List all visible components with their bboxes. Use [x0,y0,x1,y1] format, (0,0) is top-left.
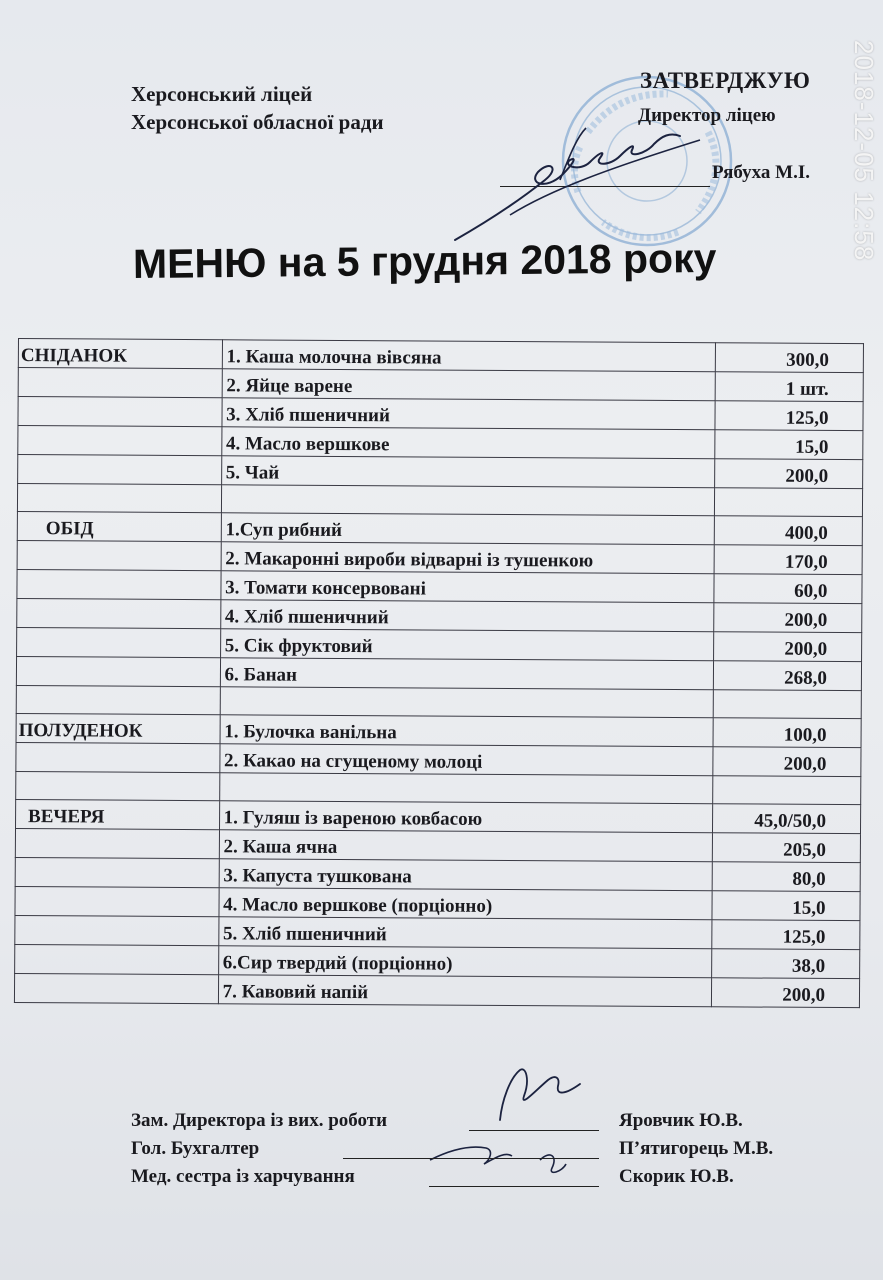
photo-timestamp: 2018-12-05 12:58 [849,40,879,262]
footer-label: Гол. Бухгалтер [131,1138,260,1159]
menu-table-body [14,339,863,1008]
menu-section-cell [17,484,221,513]
menu-item-cell: 2. Каша ячна [219,830,712,862]
menu-qty-cell: 300,0 [715,343,863,373]
menu-qty-cell: 1 шт. [715,372,863,402]
menu-section-cell [16,656,220,686]
menu-section-cell: ПОЛУДЕНОК [16,713,220,743]
footer-row-deputy [131,1110,831,1138]
menu-item-cell: 5. Чай [221,456,714,488]
menu-section-cell [15,857,219,887]
menu-qty-cell: 125,0 [712,920,860,950]
menu-qty-cell: 125,0 [715,401,863,431]
menu-qty-cell: 45,0/50,0 [712,804,860,834]
menu-item-cell: 7. Кавовий напій [218,975,711,1007]
menu-qty-cell [713,776,861,805]
menu-section-cell [18,455,222,485]
menu-qty-cell: 38,0 [711,949,859,979]
menu-section-cell [18,368,222,398]
menu-section-cell [16,771,220,800]
menu-item-cell: 6. Банан [220,658,713,690]
menu-section-cell [15,944,219,974]
menu-section-cell [16,742,220,772]
menu-item-cell: 3. Капуста тушкована [219,859,712,891]
menu-qty-cell: 268,0 [713,661,861,691]
menu-item-cell [220,687,713,718]
menu-item-cell [219,773,712,804]
menu-section-cell [18,397,222,427]
menu-item-cell: 1. Гуляш із вареною ковбасою [219,801,712,833]
footer-label: Мед. сестра із харчування [131,1166,355,1187]
menu-section-cell [17,540,221,570]
menu-section-cell: СНІДАНОК [18,339,222,369]
menu-qty-cell: 170,0 [714,545,862,575]
menu-item-cell: 5. Хліб пшеничний [218,917,711,949]
footer-label: Зам. Директора із вих. роботи [131,1110,388,1131]
menu-section-cell [15,886,219,916]
footer-signoffs [131,1110,831,1194]
menu-qty-cell: 400,0 [714,516,862,546]
menu-qty-cell [714,488,862,517]
menu-qty-cell: 200,0 [711,978,859,1008]
menu-qty-cell [713,690,861,719]
menu-qty-cell: 15,0 [715,430,863,460]
menu-section-cell [17,598,221,628]
director-signature [450,120,710,250]
footer-row-nurse [131,1166,831,1194]
menu-item-cell: 3. Хліб пшеничний [222,398,715,430]
menu-section-cell [15,915,219,945]
menu-item-cell [221,485,714,516]
menu-section-cell [15,828,219,858]
menu-item-cell: 1.Суп рибний [221,513,714,545]
footer-name: Скорик Ю.В. [619,1166,734,1187]
menu-section-cell: ВЕЧЕРЯ [16,799,220,829]
menu-section-cell [18,426,222,456]
school-name [131,80,384,136]
menu-qty-cell: 60,0 [714,574,862,604]
menu-item-cell: 2. Макаронні вироби відварні із тушенкою [221,542,714,574]
menu-qty-cell: 80,0 [712,862,860,892]
menu-section-cell: ОБІД [17,511,221,541]
menu-table [14,338,864,1008]
menu-qty-cell: 200,0 [714,459,862,489]
menu-qty-cell: 100,0 [713,718,861,748]
footer-row-accountant [131,1138,831,1166]
menu-section-cell [14,973,218,1003]
menu-item-cell: 1. Каша молочна вівсяна [222,340,715,372]
menu-item-cell: 2. Какао на сгущеному молоці [219,744,712,776]
menu-section-cell [16,685,220,714]
menu-item-cell: 4. Масло вершкове (порціонно) [219,888,712,920]
menu-item-cell: 3. Томати консервовані [221,571,714,603]
menu-section-cell [17,569,221,599]
signature-line [343,1158,599,1159]
signature-line [469,1130,599,1131]
director-name: Рябуха М.І. [712,162,810,183]
menu-section-cell [17,627,221,657]
school-line-2: Херсонської обласної ради [131,110,384,134]
menu-item-cell: 1. Булочка ванільна [220,715,713,747]
menu-item-cell: 4. Масло вершкове [221,427,714,459]
menu-qty-cell: 205,0 [712,833,860,863]
menu-item-cell: 6.Сир твердий (порціонно) [218,946,711,978]
school-line-1: Херсонський ліцей [131,82,313,106]
menu-qty-cell: 200,0 [714,603,862,633]
approve-label: ЗАТВЕРДЖУЮ [640,68,811,93]
director-title: Директор ліцею [638,105,776,126]
menu-qty-cell: 200,0 [713,747,861,777]
footer-name: Яровчик Ю.В. [619,1110,743,1131]
menu-qty-cell: 15,0 [712,891,860,921]
menu-item-cell: 2. Яйце варене [222,369,715,401]
footer-name: П’ятигорець М.В. [619,1138,774,1159]
menu-title: МЕНЮ на 5 грудня 2018 року [132,234,717,288]
signature-line [429,1186,599,1187]
menu-item-cell: 4. Хліб пшеничний [220,600,713,632]
menu-row [14,973,859,1007]
menu-item-cell: 5. Сік фруктовий [220,629,713,661]
menu-qty-cell: 200,0 [713,632,861,662]
